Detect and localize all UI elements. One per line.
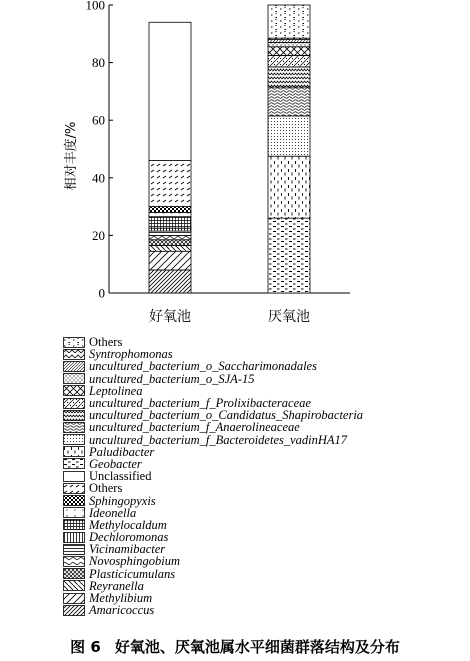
bar-segment: [268, 42, 310, 46]
legend-label: Sphingopyxis: [89, 493, 156, 508]
legend-label: uncultured_bacterium_o_SJA-15: [89, 371, 255, 386]
y-tick-label: 40: [92, 170, 105, 186]
legend-swatch: [63, 519, 85, 530]
legend-item: [63, 568, 363, 580]
y-tick-label: 60: [92, 112, 105, 128]
legend-label: Others: [89, 481, 123, 496]
legend-item: [63, 373, 363, 385]
y-tick-label: 80: [92, 55, 105, 71]
bar-segment: [149, 270, 191, 293]
bar-segment: [268, 5, 310, 38]
bar-segment: [268, 87, 310, 116]
legend-item: [63, 604, 363, 616]
legend-swatch: [63, 507, 85, 518]
bar-segment: [149, 212, 191, 216]
legend-label: Leptolinea: [89, 383, 143, 398]
legend-label: uncultured_bacterium_f_Prolixibacteraceae: [89, 396, 311, 411]
bar-segment: [149, 161, 191, 207]
legend-label: uncultured_bacterium_o_Candidatus_Shapirobacteria: [89, 408, 364, 423]
legend-swatch: [63, 349, 85, 360]
bar-segment: [149, 228, 191, 231]
legend-swatch: [63, 471, 85, 482]
legend-label: uncultured_bacterium_f_Bacteroidetes_vadinHA17: [89, 432, 348, 447]
legend-label: Others: [89, 335, 123, 350]
bar-segment: [268, 67, 310, 87]
legend-swatch: [63, 483, 85, 494]
bar-segment: [149, 235, 191, 239]
y-tick-label: 100: [85, 0, 105, 13]
legend-swatch: [63, 434, 85, 445]
legend-item: [63, 482, 363, 494]
legend-swatch: [63, 337, 85, 348]
legend-item: [63, 507, 363, 519]
bar-segment: [149, 251, 191, 270]
bar-segment: [149, 217, 191, 229]
legend-label: Methylocaldum: [89, 517, 167, 532]
legend-label: uncultured_bacterium_o_Saccharimonadales: [89, 359, 317, 374]
bar-segment: [268, 218, 310, 293]
bar-segment: [268, 156, 310, 218]
legend-label: Unclassified: [89, 469, 152, 484]
bar-segment: [149, 22, 191, 160]
legend-label: Paludibacter: [89, 444, 155, 459]
legend-item: [63, 360, 363, 372]
legend-swatch: [63, 410, 85, 421]
bar-segment: [268, 47, 310, 56]
bar-segment: [268, 116, 310, 156]
legend-label: Geobacter: [89, 456, 142, 471]
legend-swatch: [63, 593, 85, 604]
legend-swatch: [63, 556, 85, 567]
legend-item: [63, 421, 363, 433]
legend-swatch: [63, 446, 85, 457]
legend-label: Dechloromonas: [89, 530, 169, 545]
legend-swatch: [63, 605, 85, 616]
legend-label: Plasticicumulans: [89, 566, 176, 581]
legend-swatch: [63, 458, 85, 469]
legend-swatch: [63, 398, 85, 409]
bar-segment: [268, 40, 310, 43]
legend-swatch: [63, 361, 85, 372]
legend-label: Syntrophomonas: [89, 347, 173, 362]
bar-segment: [149, 231, 191, 235]
figure-title: 好氧池、厌氧池属水平细菌群落结构及分布: [114, 638, 400, 656]
y-tick-label: 20: [92, 227, 105, 243]
y-axis-label: 相对丰度/%: [64, 121, 79, 191]
legend-label: Vicinamibacter: [89, 542, 166, 557]
legend-label: Methylibium: [89, 591, 153, 606]
legend-item: [63, 434, 363, 446]
bar-segment: [149, 240, 191, 246]
legend-swatch: [63, 422, 85, 433]
legend-swatch: [63, 544, 85, 555]
legend-label: Reyranella: [89, 578, 144, 593]
bar-segment: [149, 245, 191, 251]
legend-label: Amaricoccus: [89, 603, 155, 618]
bars: [149, 5, 310, 293]
legend-item: [63, 555, 363, 567]
legend-label: Ideonella: [89, 505, 137, 520]
legend-swatch: [63, 373, 85, 384]
figure-caption: [0, 636, 470, 657]
figure-number: 图 6: [70, 638, 101, 656]
legend-swatch: [63, 495, 85, 506]
stacked-bar-chart: [0, 0, 470, 330]
bar-segment: [268, 55, 310, 67]
legend-label: uncultured_bacterium_f_Anaerolineaceae: [89, 420, 300, 435]
x-tick-label: 厌氧池: [268, 309, 310, 325]
legend-swatch: [63, 580, 85, 591]
bar-segment: [149, 207, 191, 213]
legend-item: [63, 494, 363, 506]
legend: [63, 336, 363, 616]
legend-swatch: [63, 568, 85, 579]
legend-swatch: [63, 385, 85, 396]
y-tick-label: 0: [98, 285, 105, 301]
legend-label: Novosphingobium: [89, 554, 180, 569]
legend-swatch: [63, 532, 85, 543]
x-tick-label: 好氧池: [149, 309, 191, 325]
